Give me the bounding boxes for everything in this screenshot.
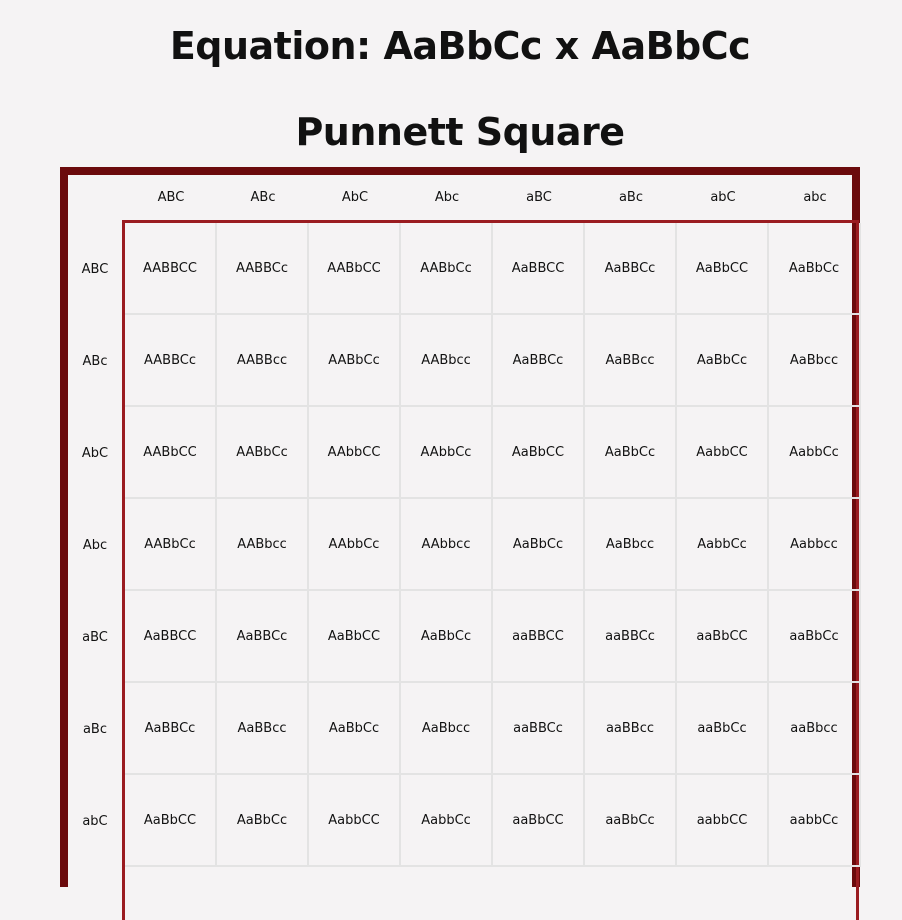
genotype-cell: AaBbCc: [769, 223, 861, 315]
genotype-cell: AaBbCC: [677, 223, 769, 315]
genotype-cell: aaBbCC: [677, 591, 769, 683]
genotype-cell: AaBbcc: [401, 683, 493, 775]
column-header: aBc: [618, 190, 644, 205]
equation-title: Equation: AaBbCc x AaBbCc: [169, 24, 751, 68]
row-header: ABc: [82, 353, 108, 369]
genotype-cell: AABbCC: [125, 407, 217, 499]
genotype-cell: AABbCc: [217, 407, 309, 499]
genotype-cell: AaBBCc: [493, 315, 585, 407]
genotype-cell: AABbcc: [401, 315, 493, 407]
genotype-cell: AabbCc: [677, 499, 769, 591]
genotype-cell: AABBCC: [125, 223, 217, 315]
genotype-cell: AaBbCC: [125, 775, 217, 867]
genotype-cell: AaBbCc: [677, 315, 769, 407]
genotype-cell: AABBcc: [217, 315, 309, 407]
genotype-cell: AaBbCc: [493, 499, 585, 591]
genotype-cell: AaBBcc: [585, 315, 677, 407]
column-header: abC: [710, 190, 736, 205]
genotype-cell: AabbCc: [401, 775, 493, 867]
genotype-cell: aaBbCc: [769, 591, 861, 683]
genotype-cell: AaBBCc: [125, 683, 217, 775]
column-header: aBC: [526, 190, 552, 205]
genotype-cell: AaBbCc: [309, 683, 401, 775]
genotype-cell: AAbbCc: [309, 499, 401, 591]
column-header: ABc: [250, 190, 276, 205]
genotype-cell: AABBCc: [217, 223, 309, 315]
genotype-cell: AabbCC: [309, 775, 401, 867]
genotype-cell: aaBbCc: [585, 775, 677, 867]
genotype-cell: aaBbCc: [677, 683, 769, 775]
row-header: ABC: [81, 261, 109, 277]
row-header: aBC: [82, 629, 108, 645]
genotype-cell: AabbCC: [677, 407, 769, 499]
column-header: AbC: [341, 190, 369, 205]
column-header: abc: [803, 190, 827, 205]
punnett-grid: [122, 220, 859, 920]
row-header: abC: [82, 813, 108, 829]
genotype-cell: AaBbCC: [309, 591, 401, 683]
genotype-cell: aaBBCC: [493, 591, 585, 683]
genotype-cell: AaBbCc: [401, 591, 493, 683]
genotype-cell: aabbCC: [677, 775, 769, 867]
genotype-cell: AABbcc: [217, 499, 309, 591]
genotype-cell: AaBBCC: [493, 223, 585, 315]
genotype-cell: AABbCC: [309, 223, 401, 315]
genotype-cell: AaBBCC: [125, 591, 217, 683]
genotype-cell: aaBBCc: [493, 683, 585, 775]
column-header: ABC: [157, 190, 185, 205]
genotype-cell: aaBBCc: [585, 591, 677, 683]
genotype-cell: aaBbCC: [493, 775, 585, 867]
genotype-cell: aaBBcc: [585, 683, 677, 775]
genotype-cell: AaBBCc: [585, 223, 677, 315]
genotype-cell: AaBbCc: [217, 775, 309, 867]
genotype-cell: AABbCc: [401, 223, 493, 315]
row-header: Abc: [82, 537, 108, 553]
genotype-cell: AaBBcc: [217, 683, 309, 775]
genotype-cell: AaBBCc: [217, 591, 309, 683]
genotype-cell: AabbCc: [769, 407, 861, 499]
genotype-cell: aaBbcc: [769, 683, 861, 775]
genotype-cell: AAbbcc: [401, 499, 493, 591]
punnett-square: [60, 167, 860, 887]
row-header: AbC: [81, 445, 109, 461]
genotype-cell: AAbbCC: [309, 407, 401, 499]
genotype-cell: AaBbcc: [585, 499, 677, 591]
genotype-cell: Aabbcc: [769, 499, 861, 591]
column-header: Abc: [434, 190, 460, 205]
genotype-cell: AaBbCc: [585, 407, 677, 499]
genotype-cell: AaBbCC: [493, 407, 585, 499]
genotype-cell: AABBCc: [125, 315, 217, 407]
row-header: aBc: [82, 721, 108, 737]
genotype-cell: aabbCc: [769, 775, 861, 867]
punnett-square-title: Punnett Square: [295, 110, 625, 154]
genotype-cell: AABbCc: [309, 315, 401, 407]
genotype-cell: AABbCc: [125, 499, 217, 591]
genotype-cell: AaBbcc: [769, 315, 861, 407]
genotype-cell: AAbbCc: [401, 407, 493, 499]
